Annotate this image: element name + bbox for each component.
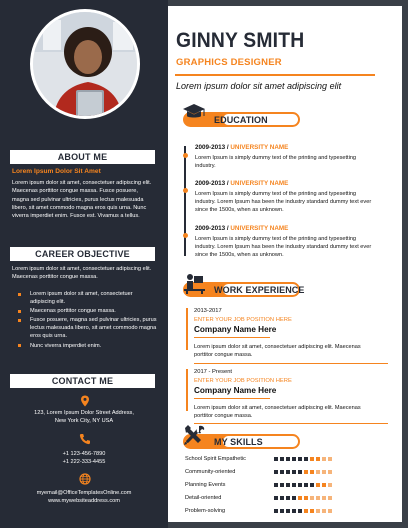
contact-heading: CONTACT ME — [10, 374, 155, 388]
work-dates: 2017 - Present — [194, 369, 233, 375]
phone-1: +1 123-456-7890 — [62, 451, 106, 457]
work-entry-marker — [186, 308, 188, 350]
skill-square — [280, 509, 284, 513]
skill-square — [298, 470, 302, 474]
skill-square — [310, 457, 314, 461]
address-line-2: New York City, NY USA — [54, 418, 114, 425]
skill-square — [298, 509, 302, 513]
about-text: Lorem ipsum dolor sit amet, consectetuer adipiscing elit. Maecenas porttitor congue massa. Fusce posuere, magna sed pulvinar ultricies, purus lectus malesuada libero, sit amet commodo magna eros quis urna. Nunc viverra imperdiet enim. Fusce est. Vivamus a tellus. — [12, 180, 152, 220]
skill-square — [304, 483, 308, 487]
education-timeline — [184, 146, 186, 256]
skill-square — [298, 457, 302, 461]
about-heading: ABOUT ME — [10, 150, 155, 164]
career-bullet: Lorem ipsum dolor sit amet, consectetuer adipiscing elit. — [18, 290, 158, 306]
location-pin-icon — [79, 395, 91, 407]
skill-square — [316, 496, 320, 500]
education-entry-title: 2009-2013 / UNIVERSITY NAME — [195, 180, 289, 187]
candidate-name: GINNY SMITH — [176, 29, 305, 52]
skill-square — [310, 470, 314, 474]
work-company: Company Name Here — [194, 386, 277, 395]
skill-label: Detail-oriented — [185, 495, 222, 501]
contact-phones — [10, 450, 158, 466]
skill-square — [292, 496, 296, 500]
work-entry-marker — [186, 369, 188, 411]
timeline-dot — [183, 153, 188, 158]
address-line-1: 123, Lorem Ipsum Dolor Street Address, — [34, 410, 134, 416]
skill-square — [322, 470, 326, 474]
skill-square — [328, 470, 332, 474]
skill-square — [292, 470, 296, 474]
desk-worker-icon — [182, 272, 206, 294]
skill-square — [274, 470, 278, 474]
skill-square — [292, 457, 296, 461]
work-divider — [194, 423, 388, 424]
skill-square — [322, 496, 326, 500]
skill-square — [304, 496, 308, 500]
education-entry-title: 2009-2013 / UNIVERSITY NAME — [195, 225, 289, 232]
globe-icon — [79, 473, 91, 485]
education-entry-desc: Lorem Ipsum is simply dummy text of the printing and typesetting industry. Lorem Ipsum has been the industry standard dummy text ever since the 1500s, when as unknown. — [195, 191, 372, 214]
skill-label: Community-oriented — [185, 469, 236, 475]
skill-square — [304, 470, 308, 474]
skill-square — [316, 509, 320, 513]
email-address: myemail@OfficeTemplatesOnline.com — [36, 490, 132, 496]
skill-square — [292, 483, 296, 487]
skill-square — [322, 457, 326, 461]
skill-square — [286, 470, 290, 474]
skill-square — [310, 483, 314, 487]
skill-square — [328, 496, 332, 500]
career-bullet: Nunc viverra imperdiet enim. — [18, 342, 158, 350]
work-position: ENTER YOUR JOB POSITION HERE — [194, 317, 292, 323]
work-position: ENTER YOUR JOB POSITION HERE — [194, 378, 292, 384]
skill-square — [280, 483, 284, 487]
work-desc: Lorem ipsum dolor sit amet, consectetuer adipiscing elit. Maecenas porttitor congue massa. — [194, 405, 361, 420]
timeline-dot — [183, 188, 188, 193]
phone-2: +1 222-333-4455 — [62, 459, 106, 466]
skill-square — [274, 457, 278, 461]
phone-icon — [79, 433, 91, 445]
skill-square — [316, 483, 320, 487]
skill-square — [310, 496, 314, 500]
education-heading: EDUCATION — [214, 114, 268, 125]
career-bullet: Maecenas porttitor congue massa. — [18, 307, 158, 315]
skill-square — [274, 496, 278, 500]
skill-square — [316, 470, 320, 474]
work-company: Company Name Here — [194, 325, 277, 334]
sidebar — [0, 0, 168, 528]
skill-square — [286, 483, 290, 487]
skills-heading: MY SKILLS — [214, 436, 263, 447]
skill-square — [298, 483, 302, 487]
work-divider — [194, 363, 388, 364]
tools-icon — [182, 424, 206, 446]
skill-square — [292, 509, 296, 513]
career-bullets — [18, 290, 158, 351]
main-content — [168, 6, 402, 522]
skill-label: Problem-solving — [185, 508, 226, 514]
skill-square — [316, 457, 320, 461]
education-entry-title: 2009-2013 / UNIVERSITY NAME — [195, 144, 289, 151]
education-entry-desc: Lorem Ipsum is simply dummy text of the printing and typesetting industry. Lorem Ipsum has been the industry standard dummy text ever since the 1500s, when as unknown. — [195, 236, 372, 259]
skill-square — [328, 483, 332, 487]
contact-address — [10, 409, 158, 425]
skill-square — [304, 509, 308, 513]
website-address: www.mywebsiteaddress.com — [48, 498, 120, 505]
tagline: Lorem ipsum dolor sit amet adipiscing elit — [176, 81, 342, 91]
graduation-cap-icon — [182, 102, 206, 124]
skill-square — [286, 457, 290, 461]
skill-square — [280, 470, 284, 474]
header-divider — [175, 74, 375, 76]
education-entry-desc: Lorem Ipsum is simply dummy text of the printing and typesetting industry. — [195, 155, 357, 170]
skill-square — [280, 457, 284, 461]
skill-square — [322, 483, 326, 487]
company-underline — [194, 398, 270, 399]
career-bullet: Fusce posuere, magna sed pulvinar ultricies, purus lectus malesuada libero, sit amet commodo magna eros quis urna. — [18, 316, 158, 340]
career-text: Lorem ipsum dolor sit amet, consectetuer adipiscing elit. Maecenas porttitor congue massa. — [12, 266, 152, 281]
contact-web — [10, 489, 158, 505]
career-heading: CAREER OBJECTIVE — [10, 247, 155, 261]
company-underline — [194, 337, 270, 338]
skill-square — [298, 496, 302, 500]
skill-square — [280, 496, 284, 500]
skill-label: Planning Events — [185, 482, 226, 488]
work-desc: Lorem ipsum dolor sit amet, consectetuer adipiscing elit. Maecenas porttitor congue massa. — [194, 344, 361, 359]
skill-label: School Spirit Empathetic — [185, 456, 246, 462]
work-heading: WORK EXPERIENCE — [214, 284, 305, 295]
about-subheading: Lorem Ipsum Dolor Sit Amet — [12, 168, 101, 175]
skill-square — [286, 496, 290, 500]
skill-square — [328, 509, 332, 513]
candidate-role: GRAPHICS DESIGNER — [176, 57, 282, 68]
profile-photo — [30, 9, 140, 119]
work-dates: 2013-2017 — [194, 308, 222, 314]
timeline-dot — [183, 233, 188, 238]
skill-square — [328, 457, 332, 461]
skill-square — [304, 457, 308, 461]
skill-square — [310, 509, 314, 513]
skill-square — [322, 509, 326, 513]
skill-square — [286, 509, 290, 513]
skill-square — [274, 483, 278, 487]
about-block — [12, 168, 156, 220]
skill-square — [274, 509, 278, 513]
